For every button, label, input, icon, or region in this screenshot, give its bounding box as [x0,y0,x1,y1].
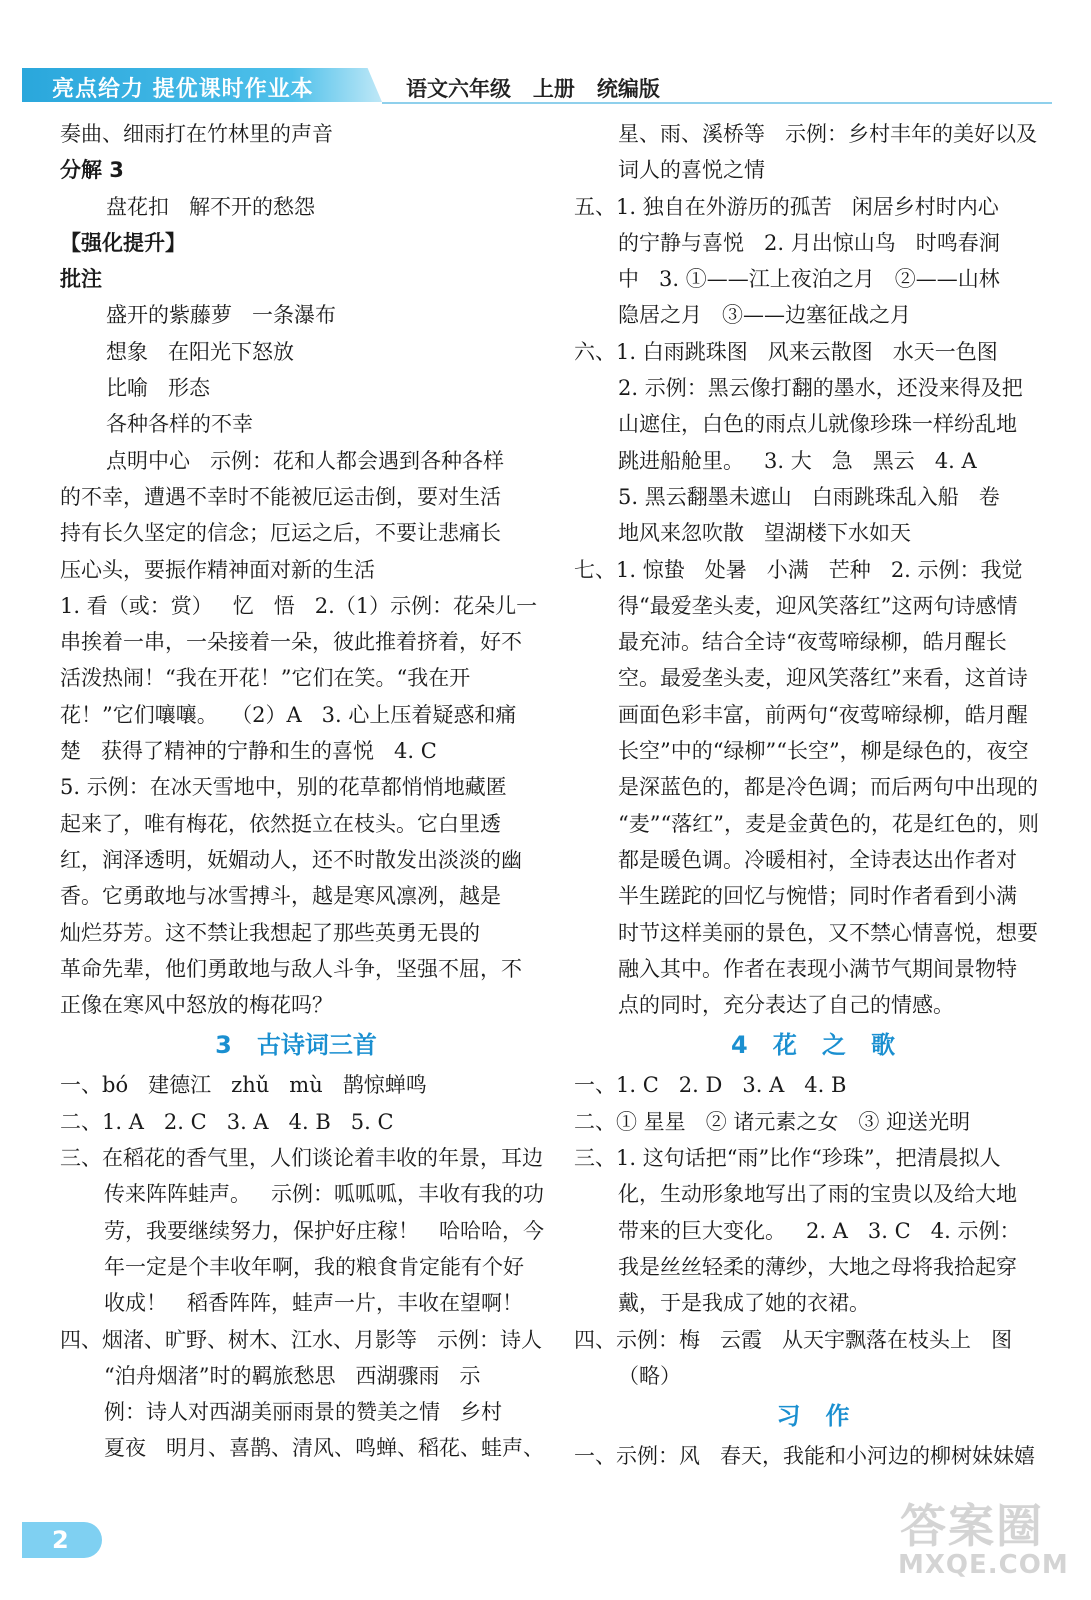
header-rule [382,102,1052,104]
answer-line: 5. 示例：在冰天雪地中，别的花草都悄悄地藏匿 [60,775,507,800]
watermark-logo: 答案圈 [900,1499,1044,1553]
answer-line: 化，生动形象地写出了雨的宝贵以及给大地 [618,1182,1017,1207]
header-book-info: 语文六年级 上册 统编版 [406,77,660,101]
answer-line: 山遮住，白色的雨点儿就像珍珠一样纷乱地 [618,412,1017,437]
answer-column-left [60,116,545,1467]
answer-line: 5. 黑云翻墨未遮山 白雨跳珠乱入船 卷 [618,484,1000,509]
answer-line: 是深蓝色的，都是冷色调；而后两句中出现的 [618,775,1038,800]
answer-line: 夏夜 明月、喜鹊、清风、鸣蝉、稻花、蛙声、 [104,1436,545,1461]
answer-line: 带来的巨大变化。 2. A 3. C 4. 示例： [618,1218,1021,1243]
answer-line: 持有长久坚定的信念；厄运之后，不要让悲痛长 [60,521,501,546]
answer-line: 三、1. 这句话把“雨”比作“珍珠”，把清晨拟人 [574,1146,1001,1171]
answer-line: 戴，于是我成了她的衣裙。 [618,1291,870,1316]
answer-line: 想象 在阳光下怒放 [106,339,295,364]
answer-line: 融入其中。作者在表现小满节气期间景物特 [618,956,1017,981]
answer-line: 长空”中的“绿柳”“长空”，柳是绿色的，夜空 [618,739,1029,764]
answer-line: 革命先辈，他们勇敢地与敌人斗争，坚强不屈，不 [60,956,522,981]
answer-line: 楚 获得了精神的宁静和生的喜悦 4. C [60,739,437,764]
answer-line: 隐居之月 ③——边塞征战之月 [618,303,912,328]
answer-line: 时节这样美丽的景色，又不禁心情喜悦，想要 [618,920,1038,945]
section-title: 4 花 之 歌 [731,1031,895,1060]
answer-line: 正像在寒风中怒放的梅花吗？ [60,993,333,1018]
answer-line: 点的同时，充分表达了自己的情感。 [618,993,954,1018]
answer-line: 年一定是个丰收年啊，我的粮食肯定能有个好 [104,1254,524,1279]
answer-line: 【强化提升】 [60,230,186,255]
header-brand-title: 亮点给力 提优课时作业本 [52,77,314,102]
answer-column-right [574,116,1052,1474]
answer-line: 星、雨、溪桥等 示例：乡村丰年的美好以及 [618,122,1038,146]
section-title: 3 古诗词三首 [215,1031,377,1060]
answer-line: 奏曲、细雨打在竹林里的声音 [60,122,333,146]
answer-line: “麦”“落红”，麦是金黄色的，花是红色的，则 [618,811,1039,836]
watermark-url: MXQE.COM [898,1550,1069,1580]
answer-line: 的不幸，遭遇不幸时不能被厄运击倒，要对生活 [60,484,501,509]
answer-line: 空。最爱垄头麦，迎风笑落红”来看，这首诗 [618,666,1028,691]
answer-line: 花！”它们嚷嚷。 （2）A 3. 心上压着疑惑和痛 [60,702,517,727]
answer-line: 半生蹉跎的回忆与惋惜；同时作者看到小满 [618,884,1017,909]
answer-line: 四、烟渚、旷野、树木、江水、月影等 示例：诗人 [60,1327,543,1352]
answer-line: 都是暖色调。冷暖相衬，全诗表达出作者对 [618,847,1017,872]
answer-line: 二、1. A 2. C 3. A 4. B 5. C [60,1109,394,1134]
answer-line: 一、1. C 2. D 3. A 4. B [574,1073,847,1098]
answer-line: 七、1. 惊蛰 处暑 小满 芒种 2. 示例：我觉 [574,557,1023,582]
answer-line: 香。它勇敢地与冰雪搏斗，越是寒风凛冽，越是 [60,884,501,909]
answer-line: 地风来忽吹散 望湖楼下水如天 [618,521,912,546]
answer-line: 中 3. ①——江上夜泊之月 ②——山林 [618,267,1000,292]
answer-line: 点明中心 示例：花和人都会遇到各种各样 [106,448,505,473]
answer-line: 三、在稻花的香气里，人们谈论着丰收的年景，耳边 [60,1146,543,1171]
answer-line: 词人的喜悦之情 [618,158,765,183]
answer-line: 起来了，唯有梅花，依然挺立在枝头。它白里透 [60,811,501,836]
answer-line: 收成！ 稻香阵阵，蛙声一片，丰收在望啊！ [104,1291,524,1316]
page-number: 2 [22,1522,102,1558]
answer-line: 2. 示例：黑云像打翻的墨水，还没来得及把 [618,376,1023,401]
answer-line: 盘花扣 解不开的愁怨 [106,194,316,219]
answer-line: 各种各样的不幸 [106,412,253,437]
answer-line: 四、示例：梅 云霞 从天宇飘落在枝头上 图 [574,1327,1013,1352]
answer-line: 批注 [60,267,102,292]
watermark [890,1490,1069,1590]
answer-line: 六、1. 白雨跳珠图 风来云散图 水天一色图 [574,339,998,364]
answer-line: 串挨着一串，一朵接着一朵，彼此推着挤着，好不 [60,630,522,655]
answer-line: 活泼热闹！“我在开花！”它们在笑。“我在开 [60,666,471,691]
answer-line: 红，润泽透明，妩媚动人，还不时散发出淡淡的幽 [60,847,522,872]
answer-line: 五、1. 独自在外游历的孤苦 闲居乡村时内心 [574,194,999,219]
answer-line: 二、① 星星 ② 诸元素之女 ③ 迎送光明 [574,1109,971,1134]
answer-line: 灿烂芬芳。这不禁让我想起了那些英勇无畏的 [60,920,480,945]
answer-line: 画面色彩丰富，前两句“夜莺啼绿柳，皓月醒 [618,702,1028,727]
answer-line: 一、示例：风 春天，我能和小河边的柳树妹妹嬉 [574,1444,1036,1469]
answer-line: 劳，我要继续努力，保护好庄稼！ 哈哈哈，今 [104,1218,545,1243]
answer-line: 盛开的紫藤萝 一条瀑布 [106,303,337,328]
answer-line: 分解 3 [60,158,124,183]
answer-line: 一、bó 建德江 zhǔ mù 鹊惊蝉鸣 [60,1073,427,1098]
answer-line: 我是丝丝轻柔的薄纱，大地之母将我拾起穿 [618,1254,1017,1279]
answer-line: （略） [618,1363,681,1388]
answer-line: 例：诗人对西湖美丽雨景的赞美之情 乡村 [104,1400,503,1425]
page-header [22,68,1052,104]
answer-line: 的宁静与喜悦 2. 月出惊山鸟 时鸣春涧 [618,230,1000,255]
section-title: 习 作 [776,1402,850,1431]
answer-line: 得“最爱垄头麦，迎风笑落红”这两句诗感情 [618,593,1018,618]
answer-line: 比喻 形态 [106,376,211,401]
answer-line: 压心头，要振作精神面对新的生活 [60,557,375,582]
answer-line: 最充沛。结合全诗“夜莺啼绿柳，皓月醒长 [618,630,1007,655]
answer-line: 传来阵阵蛙声。 示例：呱呱呱，丰收有我的功 [104,1182,545,1207]
answer-line: 跳进船舱里。 3. 大 急 黑云 4. A [618,448,977,473]
answer-line: 1. 看（或：赏） 忆 悟 2.（1）示例：花朵儿一 [60,593,538,618]
answer-line: “泊舟烟渚”时的羁旅愁思 西湖骤雨 示 [104,1363,481,1388]
